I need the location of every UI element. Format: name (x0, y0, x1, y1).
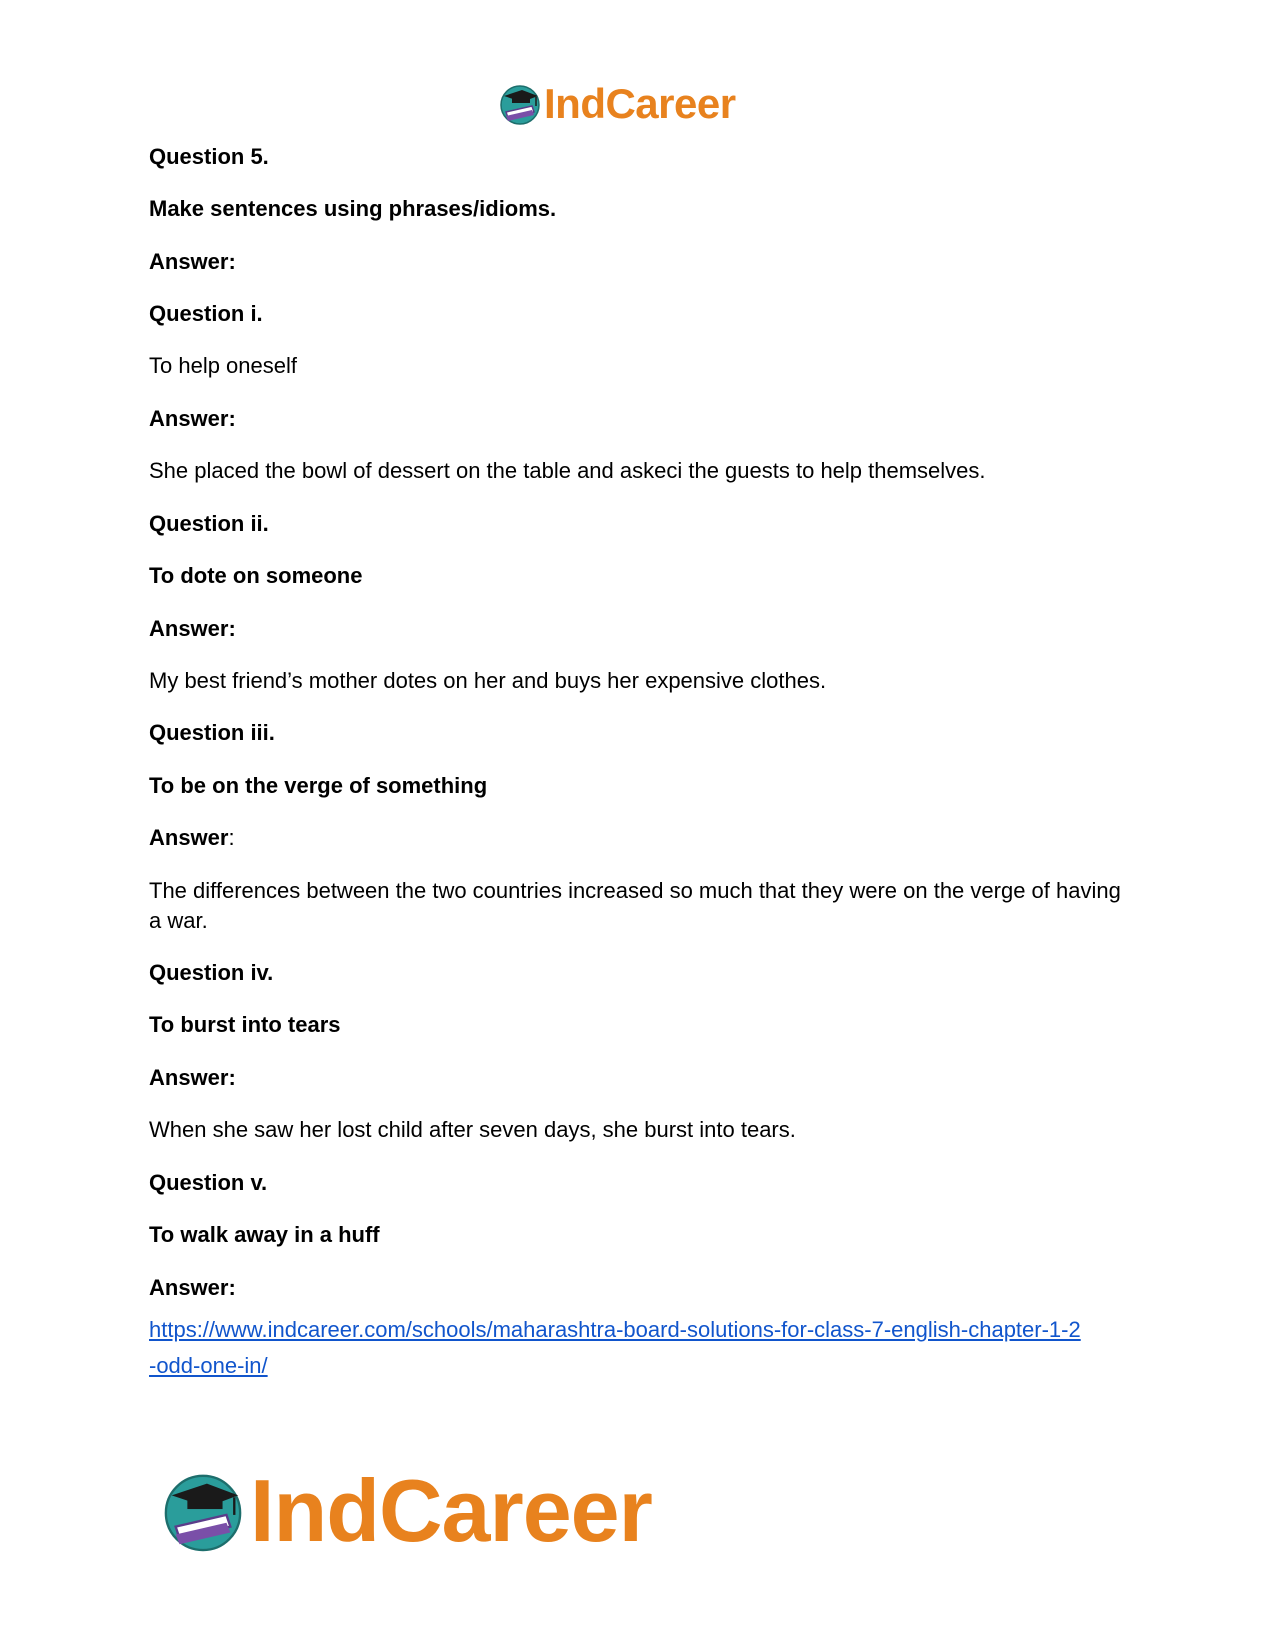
question-5-instruction: Make sentences using phrases/idioms. (149, 196, 557, 221)
question-i-title: Question i. (149, 301, 263, 326)
brand-wordmark: IndCareer (544, 80, 736, 127)
question-ii-answer-label: Answer: (149, 616, 236, 641)
question-ii-phrase: To dote on someone (149, 563, 363, 588)
question-iii-answer-label-line (149, 823, 235, 853)
question-iv-title: Question iv. (149, 960, 274, 985)
question-iii-phrase: To be on the verge of something (149, 773, 488, 798)
question-v-phrase: To walk away in a huff (149, 1222, 380, 1247)
graduation-cap-book-globe-icon (498, 82, 542, 126)
question-iii-answer: The differences between the two countries increased so much that they were on the verge of having a war. (149, 878, 1121, 933)
question-ii-answer: My best friend’s mother dotes on her and buys her expensive clothes. (149, 668, 827, 693)
header-logo (498, 80, 736, 128)
solutions-link-line-2: -odd-one-in/ (149, 1353, 268, 1378)
solutions-link-line-1: https://www.indcareer.com/schools/maharashtra-board-solutions-for-class-7-english-chapter-1-2 (149, 1317, 1081, 1342)
solutions-link[interactable] (149, 1312, 1149, 1384)
question-iv-answer-label: Answer: (149, 1065, 236, 1090)
footer-logo (160, 1461, 652, 1560)
question-iii-answer-label: Answer (149, 825, 229, 850)
question-v-title: Question v. (149, 1170, 268, 1195)
question-iv-phrase: To burst into tears (149, 1012, 341, 1037)
question-5-title: Question 5. (149, 144, 269, 169)
question-i-answer-label: Answer: (149, 406, 236, 431)
question-i-phrase: To help oneself (149, 353, 297, 378)
question-ii-title: Question ii. (149, 511, 269, 536)
question-i-answer: She placed the bowl of dessert on the table and askeci the guests to help themselves. (149, 458, 986, 483)
question-iii-title: Question iii. (149, 720, 275, 745)
question-5-answer-label: Answer: (149, 249, 236, 274)
graduation-cap-book-globe-icon (160, 1468, 246, 1554)
brand-wordmark: IndCareer (250, 1461, 652, 1560)
question-v-answer-label: Answer: (149, 1275, 236, 1300)
question-iv-answer: When she saw her lost child after seven days, she burst into tears. (149, 1117, 796, 1142)
question-iii-answer-colon: : (228, 825, 235, 850)
